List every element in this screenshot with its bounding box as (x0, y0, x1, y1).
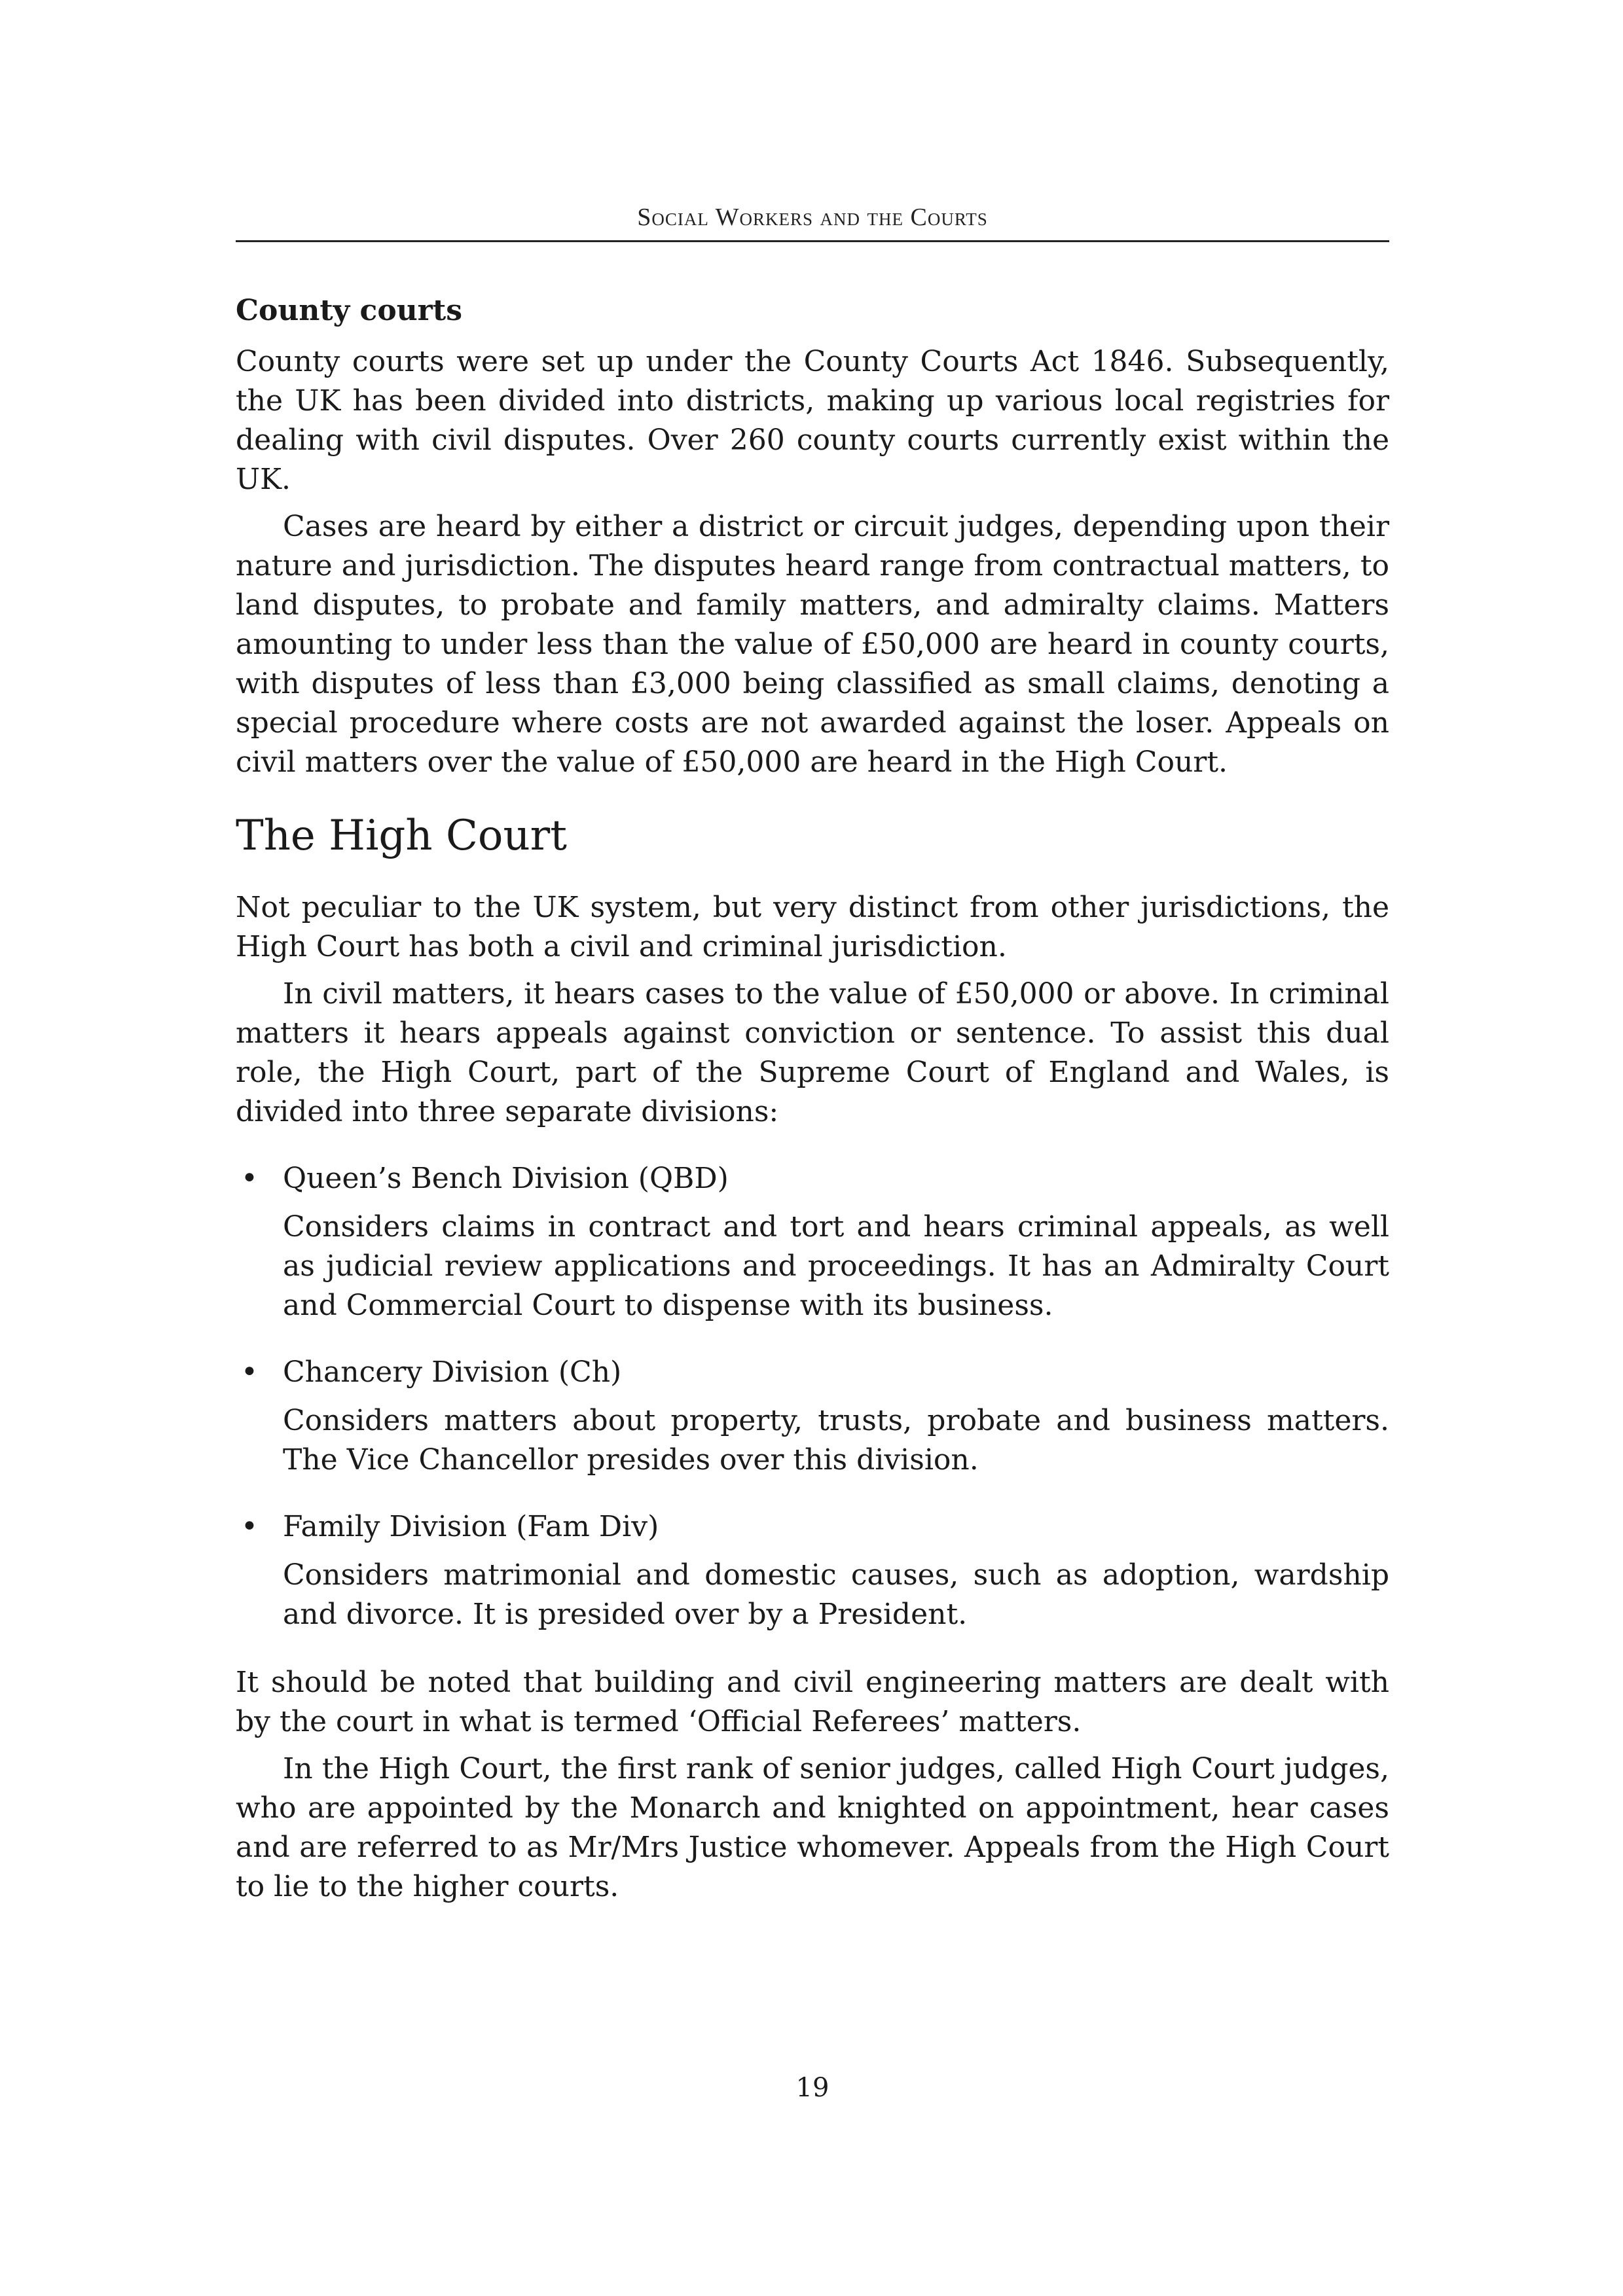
running-header: Social Workers and the Courts (637, 204, 988, 231)
county-courts-paragraph-2: Cases are heard by either a district or circuit judges, depending upon their nature and jurisdiction. The disputes heard range from contractual matters, to land disputes, to probate and family matters, and admiralty claims. Matters amounting to under less than the value of £50,000 are heard in county courts, with disputes of less than £3,000 being classified as small claims, denoting a special procedure where costs are not awarded against the loser. Appeals on civil matters over the value of £50,000 are heard in the High Court. (236, 510, 1389, 779)
high-court-closing-paragraph-2: In the High Court, the first rank of senior judges, called High Court judges, who are appointed by the Monarch and knighted on appointment, hear cases and are referred to as Mr/Mrs Justice whomever. Appeals from the High Court to lie to the higher courts. (236, 1752, 1389, 1903)
high-court-paragraph-1: Not peculiar to the UK system, but very distinct from other jurisdictions, the High Court has both a civil and criminal jurisdiction. (236, 891, 1389, 963)
division-list-item (236, 1159, 1389, 1325)
division-title: Chancery Division (Ch) (283, 1355, 622, 1389)
bullet-icon: • (241, 1355, 258, 1389)
division-title: Queen’s Bench Division (QBD) (283, 1162, 729, 1195)
division-title: Family Division (Fam Div) (283, 1510, 659, 1543)
division-description: Considers matrimonial and domestic causes, such as adoption, wardship and divorce. It is presided over by a President. (283, 1558, 1389, 1631)
county-courts-heading: County courts (236, 294, 462, 327)
division-list-item (236, 1507, 1389, 1634)
division-description: Considers matters about property, trusts, probate and business matters. The Vice Chancellor presides over this division. (283, 1404, 1389, 1477)
page-content (236, 291, 1389, 1907)
division-description: Considers claims in contract and tort and hears criminal appeals, as well as judicial review applications and proceedings. It has an Admiralty Court and Commercial Court to dispense with its business. (283, 1210, 1389, 1322)
book-page (236, 0, 1389, 2296)
page-number: 19 (795, 2073, 830, 2103)
county-courts-paragraph-1: County courts were set up under the County Courts Act 1846. Subsequently, the UK has been divided into districts, making up various local registries for dealing with civil disputes. Over 260 county courts currently exist within the UK. (236, 345, 1389, 496)
high-court-heading: The High Court (236, 812, 567, 860)
header-rule (236, 240, 1389, 242)
bullet-icon: • (241, 1510, 258, 1543)
high-court-closing-paragraph-1: It should be noted that building and civil engineering matters are dealt with by the court in what is termed ‘Official Referees’ matters. (236, 1666, 1389, 1738)
division-list-item (236, 1353, 1389, 1480)
bullet-icon: • (241, 1162, 258, 1195)
high-court-paragraph-2: In civil matters, it hears cases to the value of £50,000 or above. In criminal matters it hears appeals against conviction or sentence. To assist this dual role, the High Court, part of the Supreme Court of England and Wales, is divided into three separate divisions: (236, 977, 1389, 1128)
